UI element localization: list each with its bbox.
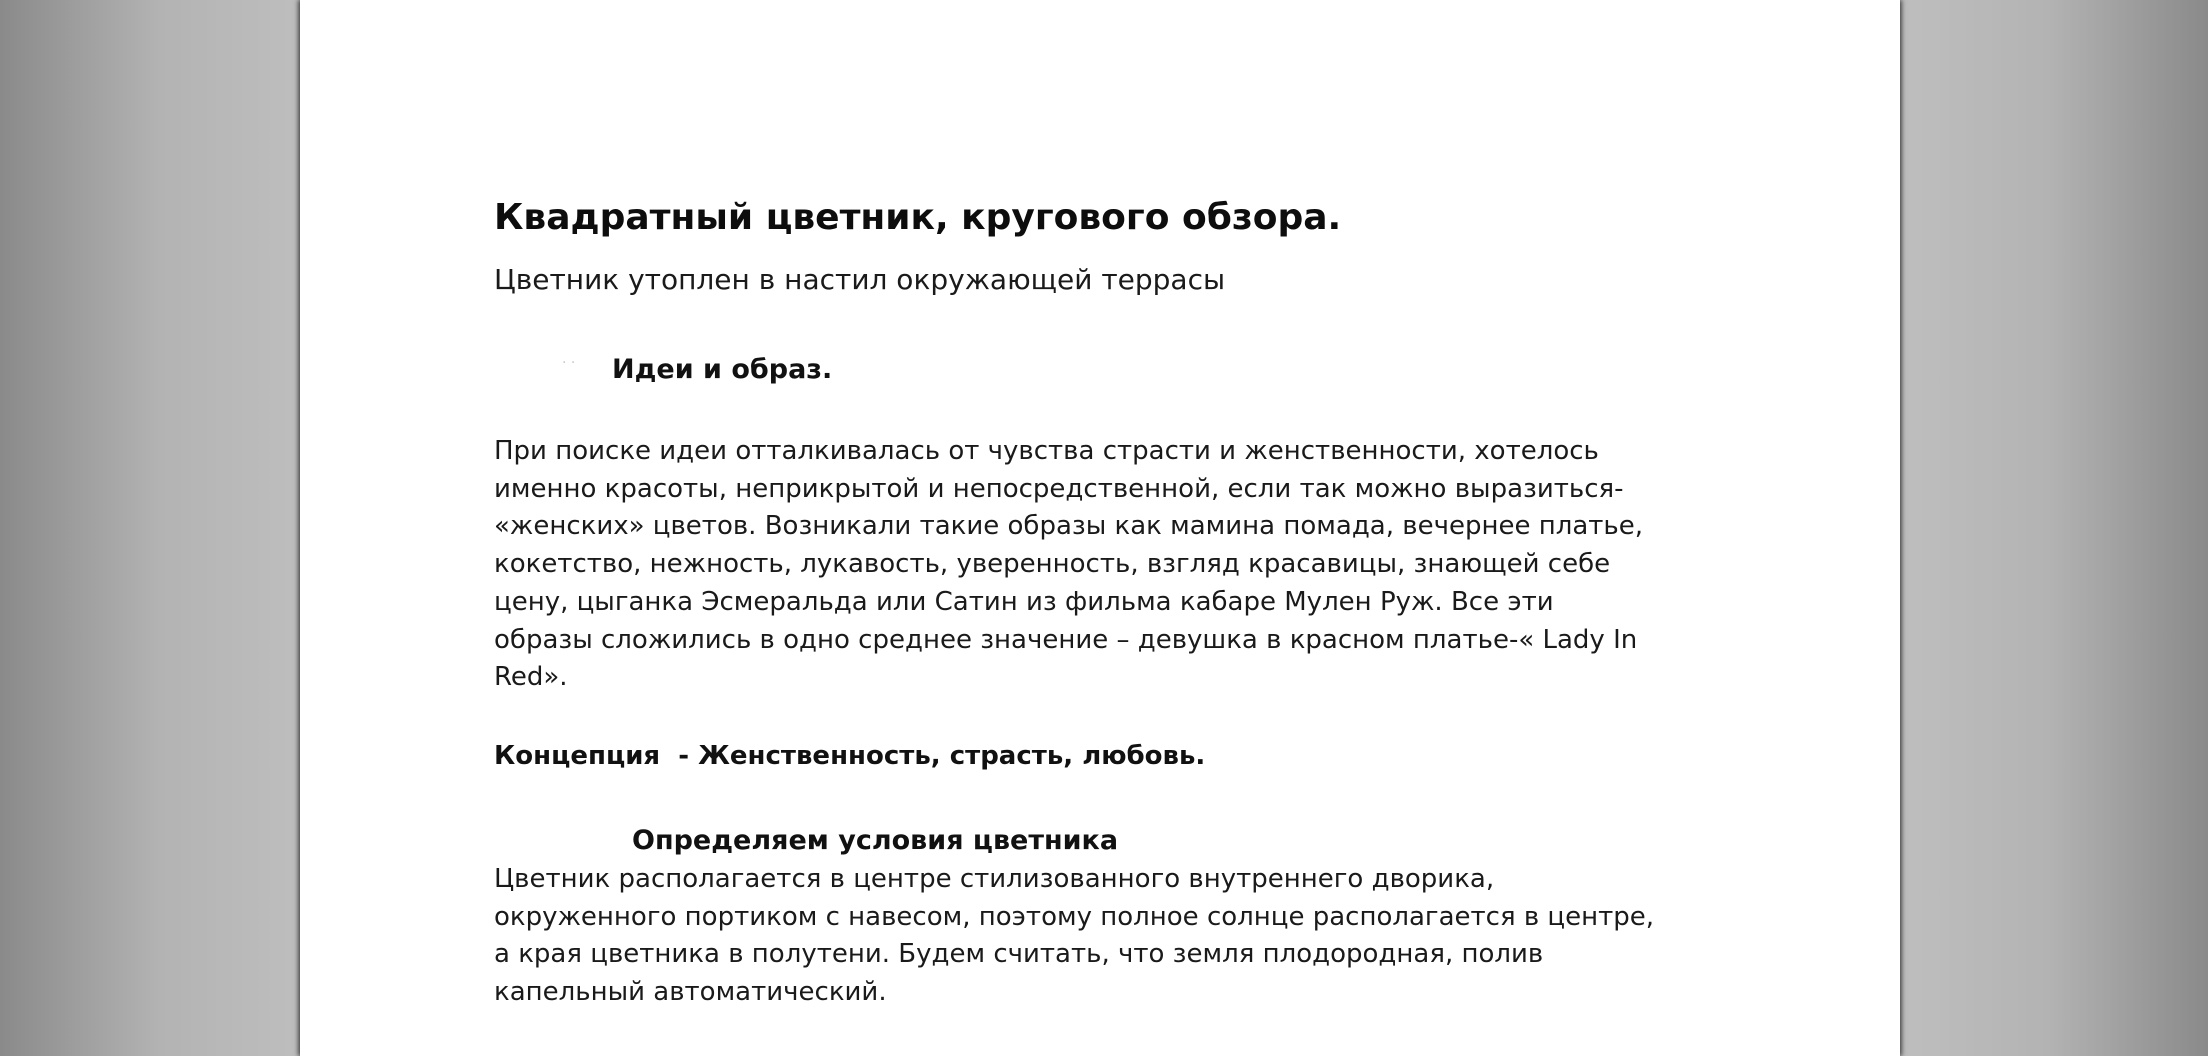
paragraph-line: «женских» цветов. Возникали такие образы как мамина помада, вечернее платье, [494, 511, 1643, 542]
paragraph-line: окруженного портиком с навесом, поэтому полное солнце располагается в центре, [494, 901, 1655, 932]
ideas-paragraph [494, 433, 1714, 697]
paragraph-line: именно красоты, неприкрытой и непосредственной, если так можно выразиться- [494, 473, 1624, 504]
concept-statement: Концепция - Женственность, страсть, любовь. [494, 741, 1206, 771]
paragraph-line: капельный автоматический. [494, 977, 887, 1008]
paragraph-line: образы сложились в одно среднее значение – девушка в красном платье-« Lady In [494, 624, 1638, 655]
paragraph-line: кокетство, нежность, лукавость, уверенность, взгляд красавицы, знающей себе [494, 549, 1611, 580]
section-heading-conditions: Определяем условия цветника [632, 825, 1119, 856]
paragraph-line: При поиске идеи отталкивалась от чувства страсти и женственности, хотелось [494, 436, 1599, 466]
paragraph-line: Red». [494, 662, 568, 693]
paragraph-line: цену, цыганка Эсмеральда или Сатин из фильма кабаре Мулен Руж. Все эти [494, 586, 1554, 617]
paragraph-line: Цветник располагается в центре стилизованного внутреннего дворика, [494, 864, 1495, 894]
document-page [300, 0, 1900, 1056]
paragraph-line: а края цветника в полутени. Будем считать, что земля плодородная, полив [494, 939, 1544, 970]
conditions-paragraph [494, 861, 1724, 1012]
section-heading-ideas: Идеи и образ. [612, 354, 833, 385]
document-title: Квадратный цветник, кругового обзора. [494, 197, 1342, 238]
document-subtitle: Цветник утоплен в настил окружающей террасы [494, 263, 1226, 296]
bullet-marker-icon: · · [562, 355, 576, 371]
